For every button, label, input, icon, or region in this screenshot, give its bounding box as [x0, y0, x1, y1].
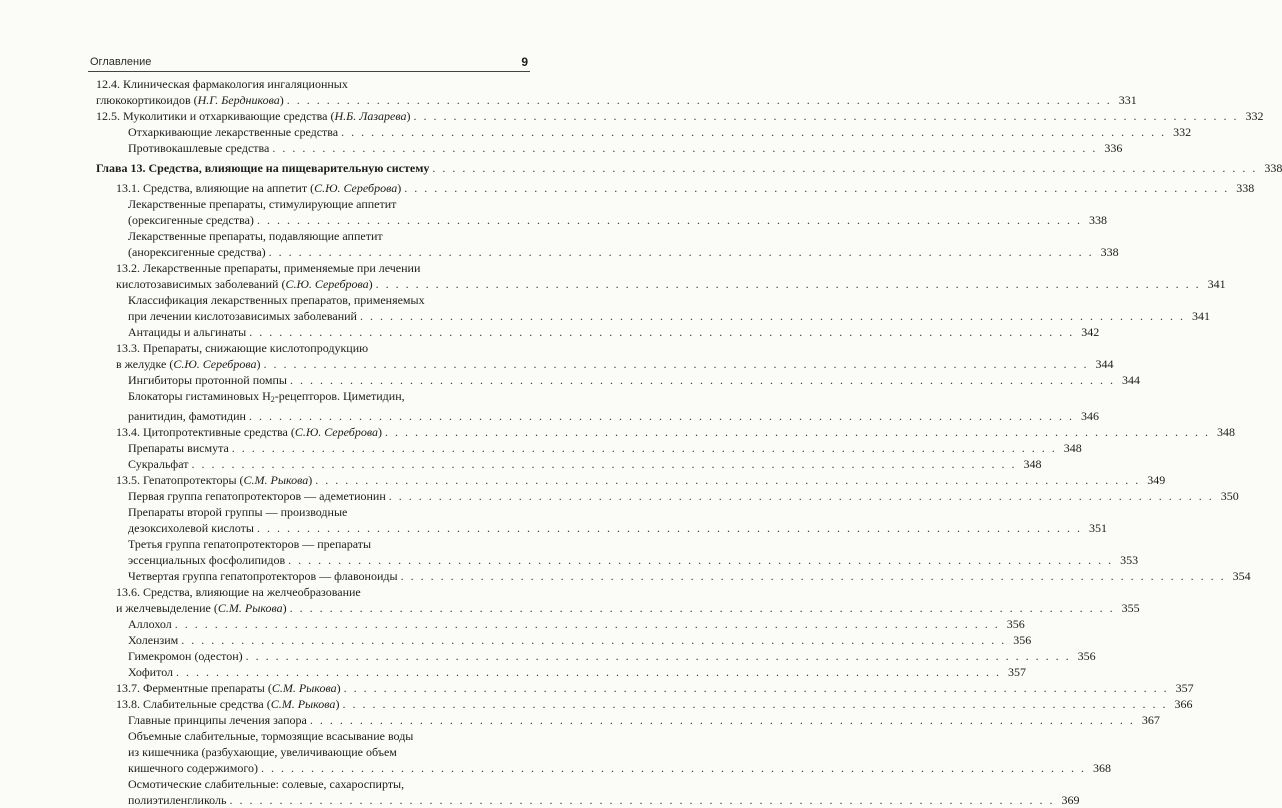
toc-entry — [96, 632, 1032, 648]
dot-leader — [290, 372, 1115, 388]
toc-entry-first-line — [128, 388, 496, 408]
toc-entry-title — [128, 632, 178, 648]
dot-leader — [261, 760, 1086, 776]
toc-page-number: 356 — [1006, 617, 1025, 631]
dot-leader — [191, 456, 1016, 472]
toc-entry-author: С.М. Рыкова — [270, 697, 336, 711]
dot-leader — [181, 632, 1006, 648]
toc-page-number: 338 — [1236, 181, 1255, 195]
toc-entry-text: Противокашлевые средства — [128, 141, 270, 155]
toc-page-number: 338 — [1088, 213, 1107, 227]
toc-page-number: 344 — [1122, 373, 1140, 387]
toc-entry-first-line: Лекарственные препараты, подавляющие аппетит — [128, 229, 383, 243]
toc-entry-text: и желчевыделение ( — [116, 601, 218, 615]
running-header — [88, 56, 530, 72]
toc-entry-text-close: ) — [397, 181, 402, 195]
toc-entry-title — [128, 792, 226, 808]
toc-entry-text: кишечного содержимого) — [128, 761, 258, 775]
toc-entry-text: Четвертая группа гепатопротекторов — флавоноиды — [128, 569, 398, 583]
toc-entry — [96, 664, 1027, 680]
toc-page-number: 332 — [1173, 125, 1192, 139]
dot-leader — [246, 648, 1071, 664]
table-of-contents — [96, 76, 1282, 808]
toc-entry-text: дезоксихолевой кислоты — [128, 521, 254, 535]
dot-leader — [269, 244, 1094, 260]
toc-entry-text-close: ) — [279, 93, 284, 107]
toc-entry-author: С.Ю. Сереброва — [314, 181, 398, 195]
dot-leader — [287, 92, 1112, 108]
toc-entry-title — [96, 92, 284, 108]
toc-entry-first-line: Объемные слабительные, тормозящие всасывание воды — [128, 729, 414, 743]
toc-entry-text-close: ) — [368, 277, 373, 291]
toc-entry-author: Н.Г. Бердникова — [197, 93, 280, 107]
dot-leader — [344, 680, 1169, 696]
toc-page-number: 357 — [1175, 681, 1194, 695]
dot-leader — [290, 600, 1115, 616]
toc-entry-author: С.М. Рыкова — [217, 601, 283, 615]
toc-entry-text: при лечении кислотозависимых заболеваний — [128, 309, 357, 323]
toc-page-number: 354 — [1232, 569, 1251, 583]
dot-leader — [288, 552, 1113, 568]
toc-entry-title — [128, 568, 398, 584]
toc-entry — [96, 584, 1140, 616]
toc-entry-title — [128, 124, 338, 140]
toc-entry — [96, 140, 1123, 156]
toc-entry-first-line: Осмотические слабительные: солевые, сахароспирты, — [128, 777, 405, 791]
toc-entry — [96, 648, 1096, 664]
toc-entry-line — [128, 664, 1027, 680]
toc-entry-author: С.М. Рыкова — [271, 681, 337, 695]
toc-page-number: 368 — [1092, 761, 1111, 775]
toc-entry-first-line: 12.4. Клиническая фармакология ингаляционных — [96, 77, 348, 91]
toc-page-number: 338 — [1100, 245, 1119, 259]
toc-entry-text-close: ) — [406, 109, 411, 123]
toc-entry — [96, 568, 1251, 584]
toc-entry-text: эссенциальных фосфолипидов — [128, 553, 286, 567]
toc-entry-text: 13.8. Слабительные средства ( — [116, 697, 271, 711]
toc-page-number: 346 — [1080, 409, 1099, 423]
toc-entry-text: кислотозависимых заболеваний ( — [116, 277, 286, 291]
toc-chapter — [96, 160, 1282, 176]
toc-entry-line — [116, 696, 1193, 712]
toc-entry-first-line: Третья группа гепатопротекторов — препараты — [128, 537, 372, 551]
header-rule — [88, 71, 530, 72]
toc-entry-line — [128, 648, 1096, 664]
toc-page-number: 344 — [1095, 357, 1114, 371]
toc-entry-text: в желудке ( — [116, 357, 174, 371]
toc-page-number: 353 — [1120, 553, 1139, 567]
toc-entry-text: Глава 13. Средства, влияющие на пищеварительную систему — [96, 161, 430, 175]
dot-leader — [257, 212, 1082, 228]
toc-entry-text: Сукральфат — [128, 457, 189, 471]
toc-entry-title — [128, 324, 246, 340]
dot-leader — [389, 488, 1214, 504]
toc-entry — [96, 776, 1080, 808]
toc-entry-text-close: ) — [377, 425, 382, 439]
toc-page-number: 338 — [1264, 161, 1282, 175]
toc-page-number: 357 — [1008, 665, 1027, 679]
toc-entry — [96, 228, 1119, 260]
toc-entry-line — [128, 712, 1160, 728]
dot-leader — [272, 140, 1097, 156]
toc-entry-title — [128, 552, 285, 568]
toc-entry-text: 12.5. Муколитики и отхаркивающие средства ( — [96, 109, 335, 123]
toc-page-number: 351 — [1088, 521, 1107, 535]
toc-entry-author: С.М. Рыкова — [243, 473, 309, 487]
toc-entry-title — [116, 276, 373, 292]
toc-page-number: 336 — [1104, 141, 1123, 155]
dot-leader — [257, 520, 1082, 536]
toc-entry-text-part: Блокаторы гистаминовых H — [128, 389, 271, 403]
toc-entry-title — [116, 696, 339, 712]
toc-entry-line — [128, 212, 1107, 228]
toc-entry — [96, 324, 1100, 340]
toc-entry — [96, 504, 1107, 536]
dot-leader — [414, 108, 1239, 124]
dot-leader — [229, 792, 1054, 808]
toc-entry-line — [116, 680, 1194, 696]
toc-entry-text-close: ) — [336, 681, 341, 695]
toc-entry-title — [128, 212, 254, 228]
toc-entry-line — [116, 276, 1226, 292]
toc-entry-title — [128, 760, 258, 776]
toc-entry-title — [128, 648, 243, 664]
toc-entry-first-line: из кишечника (разбухающие, увеличивающие объем — [128, 745, 397, 759]
toc-entry — [96, 728, 1111, 776]
toc-entry — [96, 472, 1166, 488]
toc-entry-author: С.Ю. Сереброва — [294, 425, 378, 439]
dot-leader — [376, 276, 1201, 292]
toc-entry-title — [128, 244, 266, 260]
toc-entry-text: Препараты висмута — [128, 441, 229, 455]
toc-entry — [96, 196, 1107, 228]
toc-entry-line — [128, 456, 1042, 472]
toc-entry — [96, 696, 1193, 712]
toc-entry-title — [116, 600, 287, 616]
toc-entry-line — [128, 488, 1239, 504]
toc-entry-line — [116, 424, 1235, 440]
toc-entry-title — [128, 456, 188, 472]
toc-entry-line — [128, 552, 1139, 568]
toc-entry-text: Главные принципы лечения запора — [128, 713, 307, 727]
toc-entry-text: 13.5. Гепатопротекторы ( — [116, 473, 244, 487]
toc-entry-text: ранитидин, фамотидин — [128, 409, 246, 423]
toc-page-number: 341 — [1191, 309, 1210, 323]
running-title: Оглавление — [90, 56, 152, 68]
toc-entry-text: (орексигенные средства) — [128, 213, 254, 227]
toc-page-number: 341 — [1207, 277, 1226, 291]
toc-page-number: 350 — [1220, 489, 1239, 503]
toc-entry-text-close: ) — [256, 357, 261, 371]
dot-leader — [249, 408, 1074, 424]
toc-page-number: 367 — [1141, 713, 1160, 727]
toc-entry-line — [128, 140, 1123, 156]
toc-entry-first-line: Лекарственные препараты, стимулирующие аппетит — [128, 197, 397, 211]
toc-entry-title — [128, 488, 386, 504]
dot-leader — [342, 696, 1167, 712]
toc-entry-line — [116, 356, 1114, 372]
toc-page-number: 332 — [1245, 109, 1264, 123]
toc-entry-text-part: -рецепторов. Циметидин, — [274, 389, 405, 403]
dot-leader — [341, 124, 1166, 140]
toc-entry-title — [128, 440, 229, 456]
toc-entry-line — [116, 600, 1140, 616]
toc-entry-text: Первая группа гепатопротекторов — адеметионин — [128, 489, 386, 503]
toc-entry-line — [128, 244, 1119, 260]
dot-leader — [249, 324, 1074, 340]
toc-entry-line — [128, 324, 1100, 340]
toc-page-number: 366 — [1174, 697, 1193, 711]
toc-entry-title — [96, 108, 411, 124]
toc-entry — [96, 456, 1042, 472]
toc-entry-text: Антациды и альгинаты — [128, 325, 247, 339]
toc-entry-line — [96, 160, 1282, 176]
toc-entry-text: (анорексигенные средства) — [128, 245, 266, 259]
dot-leader — [360, 308, 1185, 324]
toc-entry-author: Н.Б. Лазарева — [334, 109, 407, 123]
toc-entry — [96, 76, 1137, 108]
toc-entry-text: 13.4. Цитопротективные средства ( — [116, 425, 295, 439]
toc-entry — [96, 616, 1025, 632]
toc-entry — [96, 536, 1139, 568]
toc-entry-title — [116, 424, 382, 440]
toc-entry — [96, 108, 1264, 124]
toc-entry — [96, 680, 1194, 696]
dot-leader — [263, 356, 1088, 372]
toc-entry-first-line: 13.2. Лекарственные препараты, применяемые при лечении — [116, 261, 421, 275]
toc-entry-line — [128, 616, 1025, 632]
toc-entry-title — [128, 712, 307, 728]
toc-entry-line — [128, 124, 1192, 140]
toc-entry — [96, 124, 1192, 140]
toc-entry-line — [128, 520, 1107, 536]
dot-leader — [175, 616, 1000, 632]
toc-entry — [96, 388, 1099, 424]
toc-entry-author: С.Ю. Сереброва — [173, 357, 257, 371]
toc-page-number: 356 — [1077, 649, 1096, 663]
toc-entry-title — [128, 372, 287, 388]
toc-entry-title — [128, 408, 246, 424]
page-number: 9 — [521, 55, 528, 69]
subscript: 2 — [270, 395, 275, 404]
toc-entry-first-line: 13.3. Препараты, снижающие кислотопродукцию — [116, 341, 369, 355]
toc-entry-text: Гимекромон (одестон) — [128, 649, 243, 663]
toc-entry-text: Ингибиторы протонной помпы — [128, 373, 287, 387]
toc-page-number: 349 — [1147, 473, 1166, 487]
dot-leader — [404, 180, 1229, 196]
toc-entry-first-line: Классификация лекарственных препаратов, применяемых — [128, 293, 425, 307]
toc-entry — [96, 712, 1160, 728]
toc-entry-line — [128, 308, 1210, 324]
dot-leader — [385, 424, 1210, 440]
toc-page-number: 356 — [1013, 633, 1032, 647]
toc-entry-line — [128, 568, 1251, 584]
toc-entry-text: Холензим — [128, 633, 179, 647]
dot-leader — [310, 712, 1135, 728]
toc-entry-line — [96, 108, 1264, 124]
toc-entry-title — [116, 356, 260, 372]
toc-entry-text-close: ) — [282, 601, 287, 615]
toc-entry-text-close: ) — [335, 697, 340, 711]
toc-page-number: 369 — [1061, 793, 1080, 807]
toc-entry-title — [128, 664, 173, 680]
toc-entry-text: Аллохол — [128, 617, 172, 631]
toc-entry-line — [128, 792, 1080, 808]
toc-entry — [96, 372, 1140, 388]
toc-entry-title — [128, 616, 172, 632]
toc-entry-line — [128, 440, 1082, 456]
toc-entry-line — [128, 760, 1111, 776]
toc-entry-text: полиэтиленгликоль — [128, 793, 227, 807]
toc-entry-text: 13.1. Средства, влияющие на аппетит ( — [116, 181, 315, 195]
toc-entry-text: Хофитол — [128, 665, 174, 679]
toc-entry-line — [116, 472, 1166, 488]
dot-leader — [232, 440, 1057, 456]
toc-entry-line — [116, 180, 1255, 196]
toc-entry — [96, 440, 1082, 456]
toc-entry-text: Отхаркивающие лекарственные средства — [128, 125, 339, 139]
toc-entry-title — [116, 472, 312, 488]
toc-page-number: 355 — [1121, 601, 1140, 615]
toc-entry — [96, 488, 1239, 504]
toc-entry-title — [128, 140, 269, 156]
toc-entry-first-line: 13.6. Средства, влияющие на желчеобразование — [116, 585, 361, 599]
toc-entry-title — [96, 160, 429, 176]
toc-entry — [96, 292, 1210, 324]
toc-entry-text: 13.7. Ферментные препараты ( — [116, 681, 272, 695]
toc-page-number: 348 — [1063, 441, 1082, 455]
toc-entry-title — [116, 180, 401, 196]
toc-entry — [96, 424, 1235, 440]
dot-leader — [432, 160, 1257, 176]
toc-page-number: 331 — [1118, 93, 1137, 107]
toc-entry-line — [128, 632, 1032, 648]
toc-entry-text: глюкокортикоидов ( — [96, 93, 198, 107]
toc-page-number: 348 — [1216, 425, 1235, 439]
dot-leader — [315, 472, 1140, 488]
toc-page-number: 348 — [1023, 457, 1042, 471]
toc-entry-author: С.Ю. Сереброва — [285, 277, 369, 291]
toc-entry-line — [128, 372, 1140, 388]
toc-entry-title — [128, 308, 357, 324]
toc-entry — [96, 260, 1226, 292]
toc-entry — [96, 180, 1255, 196]
toc-entry — [96, 340, 1114, 372]
dot-leader — [176, 664, 1001, 680]
toc-entry-line — [96, 92, 1137, 108]
dot-leader — [401, 568, 1226, 584]
toc-page-number: 342 — [1081, 325, 1100, 339]
toc-entry-text-close: ) — [308, 473, 313, 487]
toc-entry-line — [128, 408, 1099, 424]
toc-entry-first-line: Препараты второй группы — производные — [128, 505, 348, 519]
toc-entry-title — [128, 520, 254, 536]
toc-entry-title — [116, 680, 341, 696]
